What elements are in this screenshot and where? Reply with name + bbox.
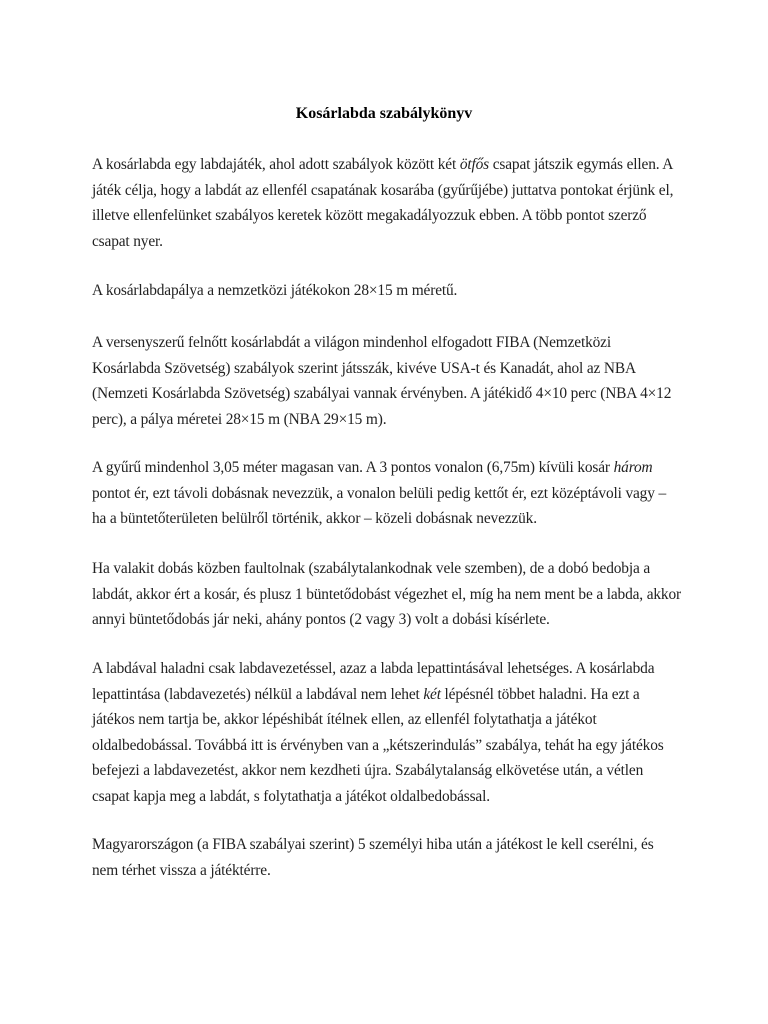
- paragraph-text: csapat játszik egymás ellen. A játék célja, hogy a labdát az ellenfél csapatának kosarába (gyűrűjébe) juttatva pontokat érjünk el, illetve ellenfelünket szabályos keretek között megakadályozzuk ebben. A több pontot szerző csapat nyer.: [92, 156, 674, 250]
- paragraph-text: pontot ér, ezt távoli dobásnak nevezzük, a vonalon belüli pedig kettőt ér, ezt középtávoli vagy – ha a büntetőterületen belülről történik, akkor – közeli dobásnak nevezzük.: [92, 484, 666, 527]
- document-title: Kosárlabda szabálykönyv: [295, 105, 473, 122]
- paragraph-personal-fouls: [92, 832, 682, 883]
- paragraph-text: lépésnél többet haladni. Ha ezt a játékos nem tartja be, akkor lépéshibát ítélnek ellen, az ellenfél folytathatja a játékot oldalbedobással. Továbbá itt is érvényben van a „kétszerindulás” szabálya, tehát ha egy játékos befejezi a labdavezetést, akkor nem kezdheti újra. Szabálytalanság elkövetése után, a vétlen csapat kapja meg a labdát, s folytathatja a játékot oldalbedobással.: [92, 685, 664, 805]
- paragraph-text-italic: két: [423, 685, 441, 703]
- paragraph-text: A kosárlabda egy labdajáték, ahol adott szabályok között két: [92, 156, 460, 173]
- paragraph-text: Magyarországon (a FIBA szabályai szerint) 5 személyi hiba után a játékost le kell cserélni, és nem térhet vissza a játéktérre.: [92, 836, 654, 879]
- paragraph-court-size: [92, 278, 682, 304]
- paragraph-text: A gyűrű mindenhol 3,05 méter magasan van. A 3 pontos vonalon (6,75m) kívüli kosár: [92, 459, 614, 476]
- paragraph-text-italic: három: [613, 459, 653, 476]
- paragraph-text-italic: ötfős: [459, 156, 489, 173]
- paragraph-fouls-free-throws: [92, 556, 682, 633]
- paragraph-fiba-nba: [92, 330, 682, 432]
- paragraph-hoop-scoring: [92, 455, 682, 532]
- paragraph-dribbling: [92, 656, 682, 809]
- paragraph-intro: [92, 152, 682, 254]
- paragraph-text: Ha valakit dobás közben faultolnak (szabálytalankodnak vele szemben), de a dobó bedobja a labdát, akkor ért a kosár, és plusz 1 büntetődobást végezhet el, míg ha nem ment be a labda, akkor annyi büntetődobás jár neki, ahány pontos (2 vagy 3) volt a dobási kísérlete.: [92, 560, 681, 628]
- paragraph-text: A versenyszerű felnőtt kosárlabdát a világon mindenhol elfogadott FIBA (Nemzetközi Kosárlabda Szövetség) szabályok szerint játsszák, kivéve USA-t és Kanadát, ahol az NBA (Nemzeti Kosárlabda Szövetség) szabályai vannak érvényben. A játékidő 4×10 perc (NBA 4×12 perc), a pálya méretei 28×15 m (NBA 29×15 m).: [92, 334, 672, 428]
- paragraph-text: A kosárlabdapálya a nemzetközi játékokon 28×15 m méretű.: [92, 282, 458, 299]
- paragraph-text: A labdával haladni csak labdavezetéssel, azaz a labda lepattintásával lehetséges. A kosárlabda lepattintása (labdavezetés) nélkül a labdával nem lehet: [92, 660, 655, 703]
